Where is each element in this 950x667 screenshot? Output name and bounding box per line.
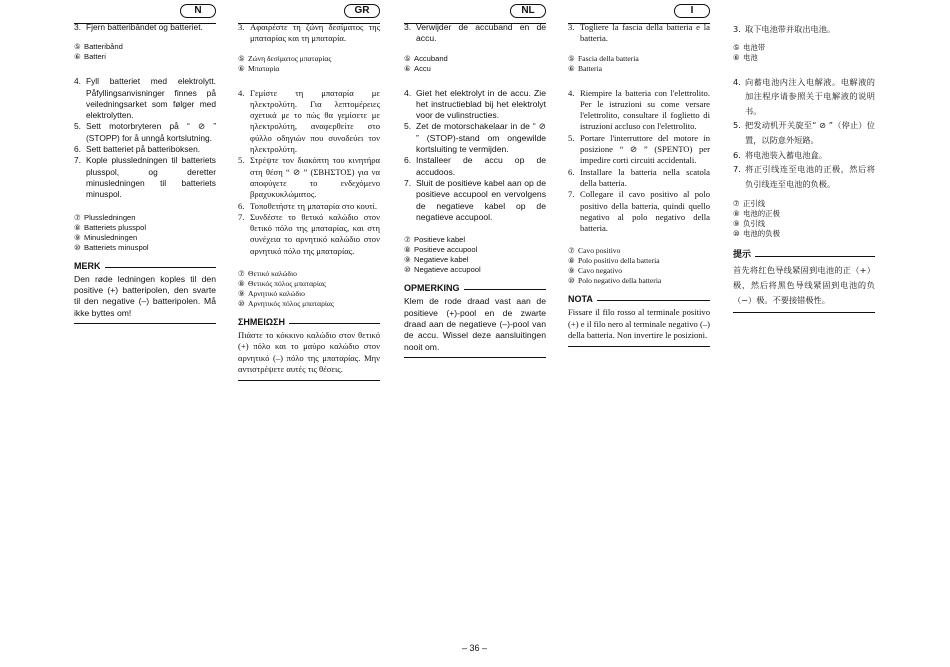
legend-item: ⑩ 电池的负极 — [733, 229, 780, 239]
note-heading: NOTA — [568, 294, 710, 304]
step-5: 5. 把发动机开关旋至“ ⊘ ”（停止）位置，以防意外短路。 — [733, 120, 875, 145]
step-6: 6. Installeer de accu op de accudoos. — [404, 155, 546, 177]
legend-item: ⑤ Fascia della batteria — [568, 53, 639, 63]
legend-item: ⑦ Θετικό καλώδιο — [238, 269, 297, 279]
step-7: 7. Kople plussledningen til batteriets plusspol, og deretter minusledningen til batteriets minuspol. — [74, 155, 216, 200]
legend-item: ⑨ Αρνητικό καλώδιο — [238, 289, 305, 299]
step-5: 5. Zet de motorschakelaar in de “ ⊘ ” (STOP)-stand om ongewilde kortsluiting te vermijden. — [404, 121, 546, 155]
step-4: 4. Fyll batteriet med elektrolytt. Påfyllingsanvisninger finnes på veiledningsarket som følger med elektrolytten. — [74, 76, 216, 121]
legend-item: ⑧ Polo positivo della batteria — [568, 256, 660, 266]
language-badge — [841, 4, 875, 16]
legend-item: ⑨ 负引线 — [733, 219, 766, 229]
step-3: 3. Αφαιρέστε τη ζώνη δεσίματος της μπαταρίας και τη μπαταρία. — [238, 22, 380, 44]
legend-item: ⑧ Positieve accupool — [404, 245, 478, 255]
step-3: 3. Verwijder de accuband en de accu. — [404, 22, 546, 44]
language-badge: I — [674, 4, 710, 18]
note-heading: MERK — [74, 261, 216, 271]
step-3: 3. 取下电池带并取出电池。 — [733, 24, 836, 34]
step-6: 6. Installare la batteria nella scatola della batteria. — [568, 166, 710, 188]
step-4: 4. Γεμίστε τη μπαταρία με ηλεκτρολύτη. Για λεπτομέρειες σχετικά με το πώς θα γεμίσετε με ηλεκτρολύτη, αναφερθείτε στο φύλλο οδηγιών που συνοδεύει τον ηλεκτρολύτη. — [238, 87, 380, 155]
note-heading: OPMERKING — [404, 283, 546, 293]
step-7: 7. Sluit de positieve kabel aan op de positieve accupool en vervolgens de negatieve kabel op de negatieve accupool. — [404, 177, 546, 222]
note-heading: ΣΗΜΕΙΩΣΗ — [238, 317, 380, 327]
legend-item: ⑦ Plussledningen — [74, 212, 136, 222]
legend-item: ⑤ Batteribånd — [74, 42, 123, 52]
step-3: 3. Togliere la fascia della batteria e la batteria. — [568, 22, 710, 44]
legend-item: ⑨ Cavo negativo — [568, 266, 623, 276]
note-body: Klem de rode draad vast aan de positieve (+)-pool en de zwarte draad aan de negatieve (–)-pool van de accu. Wissel deze aansluitingen nooit om. — [404, 296, 546, 358]
note-body: 首先将红色导线紧固到电池的正（+）极，然后将黑色导线紧固到电池的负（−）极。不要接错极性。 — [733, 263, 875, 313]
legend-item: ⑧ 电池的正极 — [733, 209, 780, 219]
note-body: Fissare il filo rosso al terminale positivo (+) e il filo nero al terminale negativo (–) della batteria. Non invertire le posizioni. — [568, 307, 710, 346]
legend-item: ⑥ 电池 — [733, 52, 758, 62]
note-heading: 提示 — [733, 247, 875, 260]
legend-item: ⑦ Cavo positivo — [568, 246, 621, 256]
legend-item: ⑩ Batteriets minuspol — [74, 242, 149, 252]
legend-item: ⑧ Θετικός πόλος μπαταρίας — [238, 279, 326, 289]
step-4: 4. Giet het elektrolyt in de accu. Zie het instructieblad bij het elektrolyt voor de vulinstructies. — [404, 87, 546, 121]
step-4: 4. 向蓄电池内注入电解液。电解液的加注程序请参照关于电解液的说明书。 — [733, 76, 875, 116]
legend-item: ⑧ Batteriets plusspol — [74, 222, 147, 232]
legend-item: ⑤ Accuband — [404, 53, 448, 63]
language-badge: GR — [344, 4, 380, 18]
language-badge: N — [180, 4, 216, 18]
step-6: 6. 将电池装入蓄电池盒。 — [733, 149, 827, 160]
language-badge: NL — [510, 4, 546, 18]
legend-item: ⑤ 电池带 — [733, 42, 766, 52]
legend-item: ⑤ Ζώνη δεσίματος μπαταρίας — [238, 53, 332, 63]
step-5: 5. Στρέψτε τον διακόπτη του κινητήρα στη θέση “ ⊘ ” (ΣΒΗΣΤΟΣ) για να αποφύγετε το ενδεχόμενο βραχυκυκλώματος. — [238, 155, 380, 200]
step-7: 7. Συνδέστε το θετικό καλώδιο στον θετικό πόλο της μπαταρίας, και στη συνέχεια το αρνητικό καλώδιο στον αρνητικό πόλο της μπαταρίας. — [238, 211, 380, 256]
legend-item: ⑥ Μπαταρία — [238, 63, 280, 73]
note-body: Den røde ledningen koples til den positive (+) batteripolen, den svarte til den negative (–) batteripolen. Må ikke byttes om! — [74, 274, 216, 325]
legend-item: ⑩ Negatieve accupool — [404, 265, 481, 275]
page-number: – 36 – — [462, 643, 488, 653]
legend-item: ⑨ Minusledningen — [74, 232, 138, 242]
step-5: 5. Sett motorbryteren på “ ⊘ ” (STOPP) for å unngå kortslutning. — [74, 121, 216, 143]
legend-item: ⑩ Αρνητικός πόλος μπαταρίας — [238, 299, 334, 309]
legend-item: ⑥ Batteri — [74, 52, 106, 62]
legend-item: ⑥ Accu — [404, 63, 431, 73]
step-7: 7. Collegare il cavo positivo al polo positivo della batteria, quindi quello negativo al polo negativo della batteria. — [568, 189, 710, 234]
legend-item: ⑩ Polo negativo della batteria — [568, 276, 662, 286]
note-body: Πιάστε το κόκκινο καλώδιο στον θετικό (+) πόλο και το μαύρο καλώδιο στον αρνητικό (–) πόλο της μπαταρίας. Μην αντιστρέψετε αυτές τις θέσεις. — [238, 330, 380, 381]
step-7: 7. 将正引线连至电池的正极，然后将负引线连至电池的负极。 — [733, 164, 875, 189]
legend-item: ⑦ Positieve kabel — [404, 235, 466, 245]
step-4: 4. Riempire la batteria con l'elettrolito. Per le istruzioni su come versare l'elettrolito, consultare il foglietto di istruzioni accluso con l'elettrolito. — [568, 87, 710, 132]
legend-item: ⑦ 正引线 — [733, 199, 766, 209]
step-3: 3. Fjern batteribåndet og batteriet. — [74, 22, 203, 32]
step-5: 5. Portare l'interruttore del motore in posizione “ ⊘ ” (SPENTO) per impedire corti circuiti accidentali. — [568, 132, 710, 166]
legend-item: ⑨ Negatieve kabel — [404, 255, 469, 265]
step-6: 6. Τοποθετήστε τη μπαταρία στο κουτί. — [238, 200, 377, 211]
step-6: 6. Sett batteriet på batteriboksen. — [74, 144, 201, 155]
legend-item: ⑥ Batteria — [568, 63, 603, 73]
